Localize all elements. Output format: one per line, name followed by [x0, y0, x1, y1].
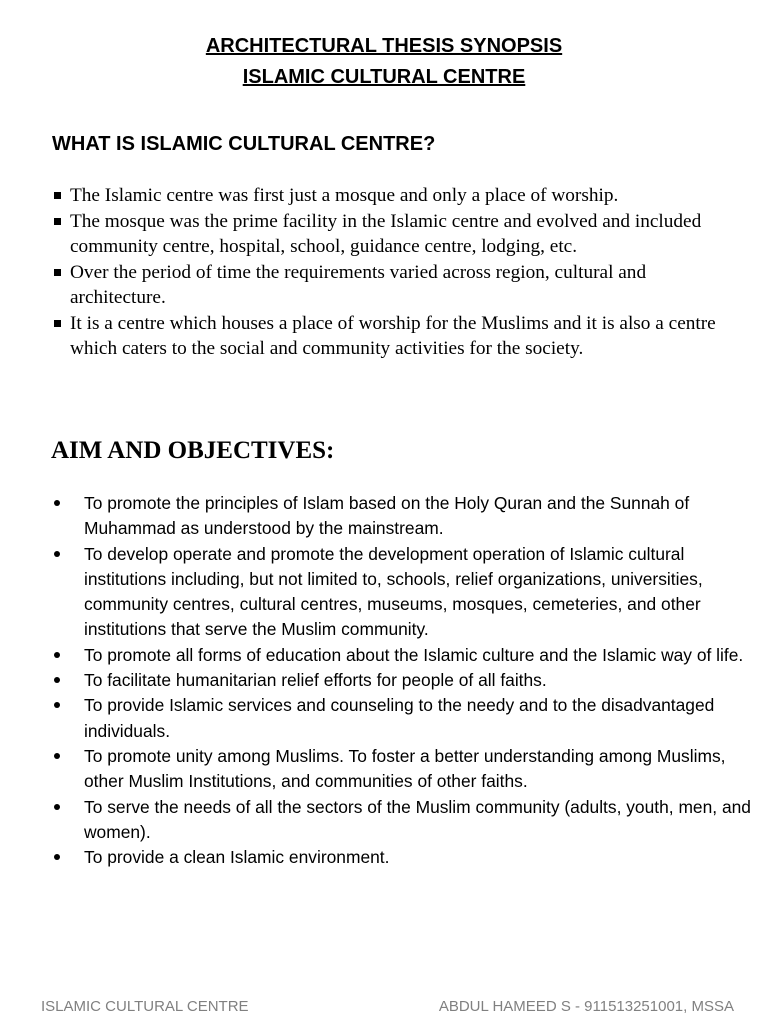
list-item-text: The mosque was the prime facility in the Islamic centre and evolved and included community centre, hospital, school, guidance centre, lodging, etc. — [70, 210, 702, 257]
square-bullet-icon — [54, 192, 61, 199]
list-item-text: To serve the needs of all the sectors of the Muslim community (adults, youth, men, and women). — [84, 796, 751, 842]
list-item — [52, 668, 752, 693]
aims-bullet-list — [52, 491, 752, 870]
list-item-text: To promote unity among Muslims. To foster a better understanding among Muslims, other Muslim Institutions, and communities of other faiths. — [84, 745, 726, 792]
round-bullet-icon — [54, 677, 60, 683]
list-item — [52, 643, 752, 668]
what-is-bullet-list — [51, 183, 741, 362]
list-item-text: To promote the principles of Islam based on the Holy Quran and the Sunnah of Muhammad as understood by the mainstream. — [84, 493, 690, 539]
list-item-text: Over the period of time the requirements varied across region, cultural and architecture. — [70, 261, 647, 308]
document-subtitle: ISLAMIC CULTURAL CENTRE — [242, 66, 526, 88]
list-item — [51, 209, 741, 260]
list-item-text: To develop operate and promote the development operation of Islamic cultural institutions including, but not limited to, schools, relief organizations, universities, community centres, cultural centres, museums, mosques, cemeteries, and other institutions that serve the Muslim community. — [84, 543, 703, 640]
section-heading-aims: AIM AND OBJECTIVES: — [51, 437, 335, 464]
list-item-text: To provide a clean Islamic environment. — [84, 847, 390, 868]
list-item — [52, 795, 752, 846]
list-item — [52, 693, 752, 744]
list-item — [52, 542, 752, 643]
square-bullet-icon — [54, 269, 61, 276]
list-item-text: The Islamic centre was first just a mosque and only a place of worship. — [70, 185, 619, 206]
list-item — [52, 491, 752, 542]
list-item — [52, 744, 752, 795]
square-bullet-icon — [54, 218, 61, 225]
list-item — [52, 845, 752, 870]
square-bullet-icon — [54, 320, 61, 327]
list-item-text: To promote all forms of education about the Islamic culture and the Islamic way of life. — [84, 644, 744, 665]
list-item-text: To provide Islamic services and counseling to the needy and to the disadvantaged individuals. — [84, 695, 715, 741]
round-bullet-icon — [54, 804, 60, 810]
round-bullet-icon — [54, 500, 60, 506]
round-bullet-icon — [54, 702, 60, 708]
section-heading-what-is: WHAT IS ISLAMIC CULTURAL CENTRE? — [52, 133, 436, 155]
document-title: ARCHITECTURAL THESIS SYNOPSIS — [205, 35, 563, 57]
list-item-text: To facilitate humanitarian relief efforts for people of all faiths. — [84, 670, 547, 691]
list-item-text: It is a centre which houses a place of worship for the Muslims and it is also a centre which caters to the social and community activities for the society. — [70, 312, 716, 359]
footer-right: ABDUL HAMEED S - 911513251001, MSSA — [438, 998, 734, 1015]
footer-left: ISLAMIC CULTURAL CENTRE — [41, 998, 249, 1015]
round-bullet-icon — [54, 753, 60, 759]
list-item — [51, 260, 741, 311]
round-bullet-icon — [54, 854, 60, 860]
round-bullet-icon — [54, 652, 60, 658]
list-item — [51, 183, 741, 209]
round-bullet-icon — [54, 551, 60, 557]
list-item — [51, 311, 741, 362]
